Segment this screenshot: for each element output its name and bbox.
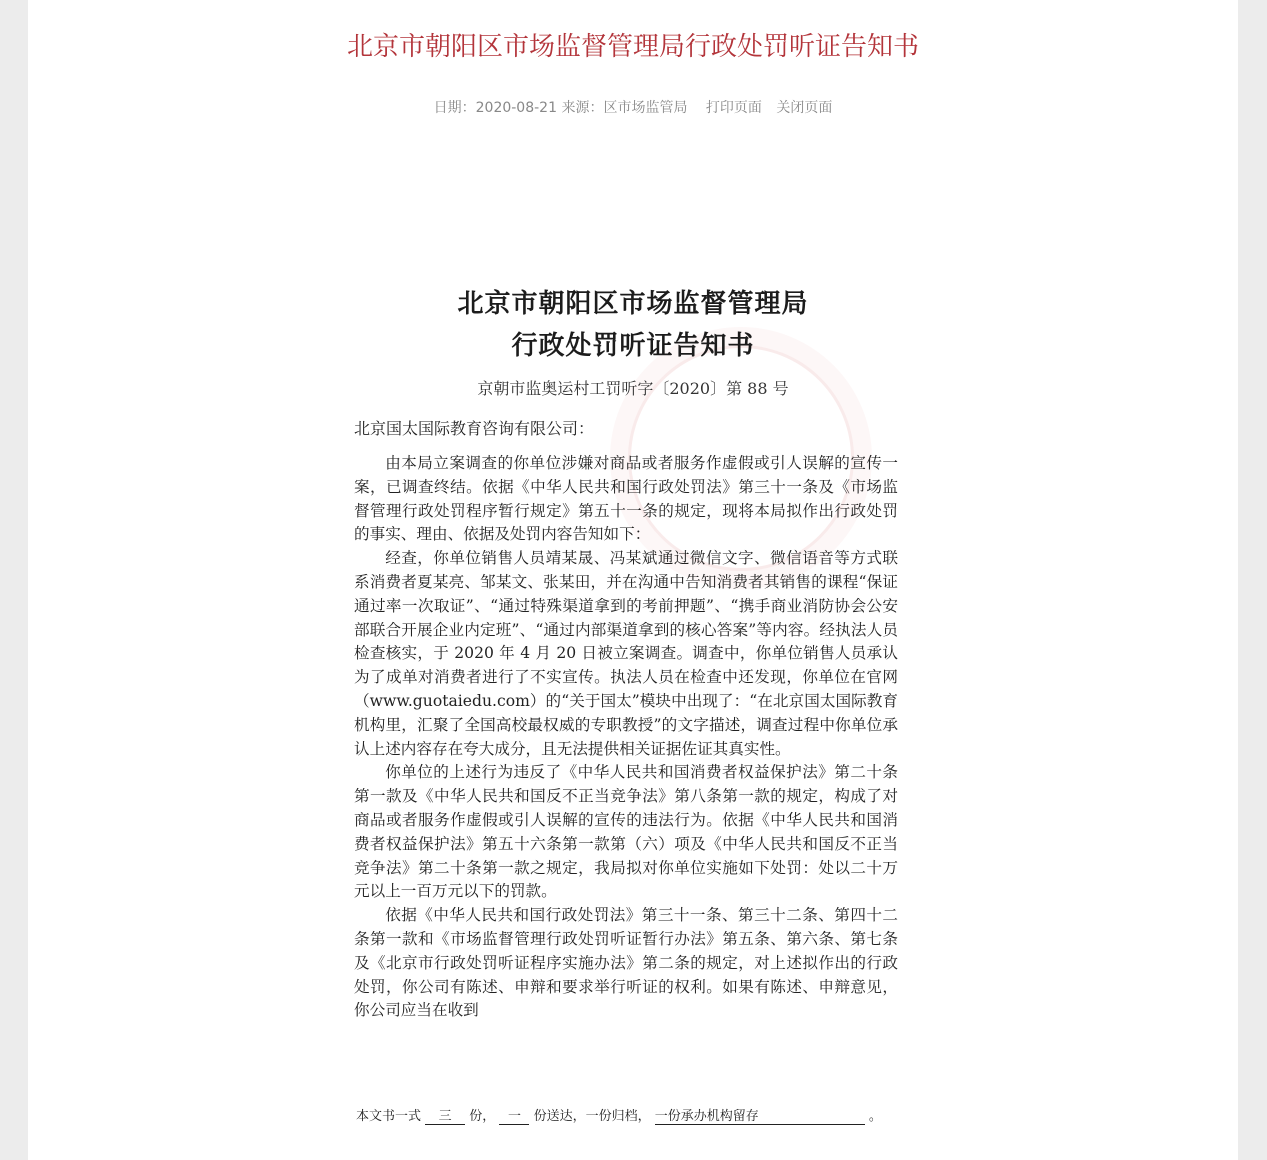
date-label: 日期：2020-08-21: [433, 100, 557, 116]
recipient: 北京国太国际教育咨询有限公司：: [354, 419, 595, 438]
article-meta: [28, 98, 1238, 118]
paragraph: 你单位的上述行为违反了《中华人民共和国消费者权益保护法》第二十条第一款及《中华人民共和国反不正当竞争法》第八条第一款的规定，构成了对商品或者服务作虚假或引人误解的宣传的违法行为。依据《中华人民共和国消费者权益保护法》第五十六条第一款第（六）项及《中华人民共和国反不正当竞争法》第二十条第一款之规定，我局拟对你单位实施如下处罚：处以二十万元以上一百万元以下的罚款。: [354, 763, 898, 901]
source-label: 来源：区市场监管局: [561, 100, 688, 116]
footer-end: 。: [868, 1109, 882, 1124]
document-footer: [356, 1105, 882, 1125]
article-page: [28, 0, 1238, 1160]
footer-prefix: 本文书一式: [356, 1109, 422, 1124]
print-page-link[interactable]: 打印页面: [705, 100, 762, 116]
document-scan: [28, 150, 1238, 1160]
document-body: [354, 452, 898, 1023]
footer-copies: 三: [425, 1105, 465, 1125]
footer-mid2: 份送达，一份归档，: [533, 1109, 651, 1124]
paragraph: 由本局立案调查的你单位涉嫌对商品或者服务作虚假或引人误解的宣传一案，已调查终结。依据《中华人民共和国行政处罚法》第三十一条及《市场监督管理行政处罚程序暂行规定》第五十一条的规定，现将本局拟作出行政处罚的事实、理由、依据及处罚内容告知如下：: [354, 454, 898, 544]
paragraph: 经查，你单位销售人员靖某晟、冯某斌通过微信文字、微信语音等方式联系消费者夏某亮、邹某文、张某田，并在沟通中告知消费者其销售的课程“保证通过率一次取证”、“通过特殊渠道拿到的考前押题”、“携手商业消防协会公安部联合开展企业内定班”、“通过内部渠道拿到的核心答案”等内容。经执法人员检查核实，于 2020 年 4 月 20 日被立案调查。调查中，你单位销售人员承认为了成单对消费者进行了不实宣传。执法人员在检查中还发现，你单位在官网（www.guotaiedu.com）的“关于国太”模块中出现了：“在北京国太国际教育机构里，汇聚了全国高校最权威的专职教授”的文字描述，调查过程中你单位承认上述内容存在夸大成分，且无法提供相关证据佐证其真实性。: [354, 549, 898, 758]
document-title-line2: 行政处罚听证告知书: [511, 331, 755, 361]
footer-mid1: 份，: [469, 1109, 496, 1124]
footer-kept: 一份承办机构留存: [655, 1105, 865, 1125]
document-title-line1: 北京市朝阳区市场监督管理局: [457, 289, 809, 319]
footer-served: 一: [499, 1105, 529, 1125]
document-number: 京朝市监奥运村工罚听字〔2020〕第 88 号: [477, 379, 789, 398]
paragraph: 依据《中华人民共和国行政处罚法》第三十一条、第三十二条、第四十二条第一款和《市场监督管理行政处罚听证暂行办法》第五条、第六条、第七条及《北京市行政处罚听证程序实施办法》第二条的规定，对上述拟作出的行政处罚，你公司有陈述、申辩和要求举行听证的权利。如果有陈述、申辩意见，你公司应当在收到: [354, 906, 898, 1020]
close-page-link[interactable]: 关闭页面: [776, 100, 833, 116]
article-title: 北京市朝阳区市场监督管理局行政处罚听证告知书: [346, 32, 919, 62]
